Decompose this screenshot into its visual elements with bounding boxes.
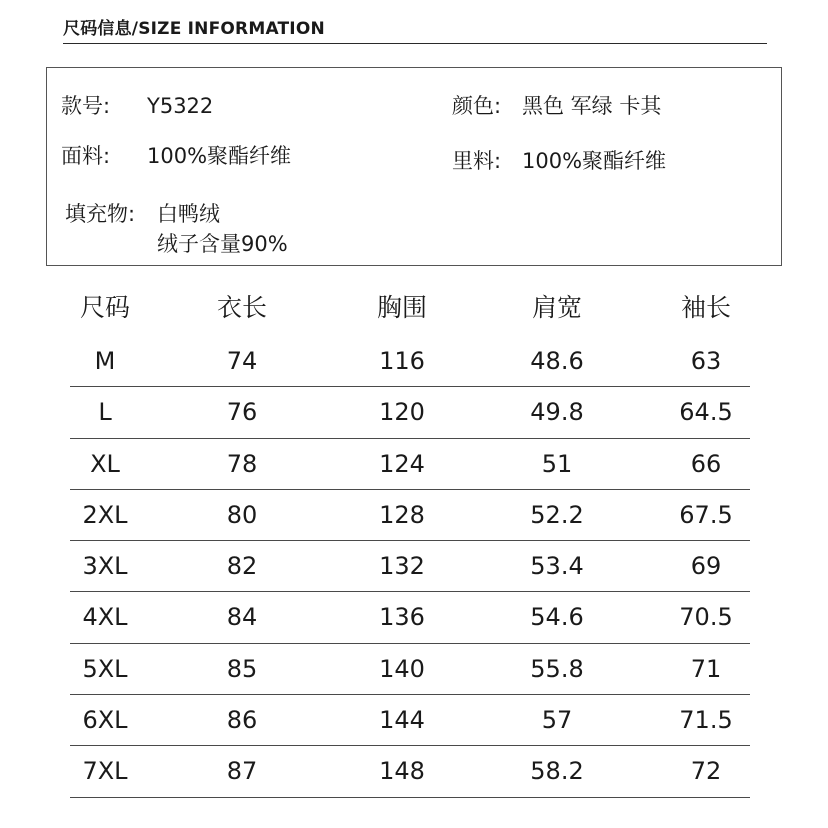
size-cell: 2XL bbox=[82, 500, 128, 529]
shoulder-cell: 54.6 bbox=[530, 603, 584, 632]
size-cell: 4XL bbox=[82, 603, 128, 632]
length-cell: 74 bbox=[226, 347, 258, 375]
page-title: 尺码信息/SIZE INFORMATION bbox=[63, 19, 325, 39]
length-cell: 82 bbox=[226, 552, 258, 581]
sleeve-cell: 71 bbox=[690, 654, 722, 683]
style-number-line bbox=[61, 93, 213, 119]
table-header-row bbox=[0, 283, 828, 336]
title-divider bbox=[63, 43, 767, 44]
size-cell: 5XL bbox=[82, 654, 128, 683]
shoulder-cell: 58.2 bbox=[530, 757, 584, 786]
size-table bbox=[0, 283, 828, 798]
table-row bbox=[0, 746, 828, 797]
table-row bbox=[0, 644, 828, 695]
style-number-value: Y5322 bbox=[147, 94, 214, 118]
table-row bbox=[0, 592, 828, 643]
chest-cell: 132 bbox=[379, 552, 425, 581]
table-row bbox=[0, 695, 828, 746]
chest-cell: 140 bbox=[379, 654, 425, 683]
size-cell: XL bbox=[90, 449, 120, 478]
length-cell: 86 bbox=[226, 706, 258, 735]
length-cell: 76 bbox=[226, 398, 258, 427]
sleeve-cell: 69 bbox=[690, 552, 722, 581]
length-cell: 80 bbox=[226, 500, 258, 529]
sleeve-cell: 64.5 bbox=[679, 398, 733, 427]
filling-line bbox=[65, 201, 220, 227]
color-value: 黑色 军绿 卡其 bbox=[522, 94, 662, 118]
sleeve-cell: 66 bbox=[690, 449, 722, 478]
shoulder-cell: 57 bbox=[541, 706, 573, 735]
lining-label: 里料: bbox=[452, 149, 502, 173]
length-cell: 84 bbox=[226, 603, 258, 632]
column-header-chest: 胸围 bbox=[376, 293, 427, 322]
shoulder-cell: 55.8 bbox=[530, 654, 584, 683]
length-cell: 87 bbox=[226, 757, 258, 786]
shoulder-cell: 53.4 bbox=[530, 552, 584, 581]
filling-value-line2: 绒子含量90% bbox=[157, 232, 288, 256]
size-cell: 7XL bbox=[82, 757, 128, 786]
size-cell: 3XL bbox=[82, 552, 128, 581]
fabric-label: 面料: bbox=[61, 144, 111, 168]
fabric-line bbox=[61, 143, 291, 169]
size-cell: 6XL bbox=[82, 706, 128, 735]
sleeve-cell: 67.5 bbox=[679, 500, 733, 529]
sleeve-cell: 63 bbox=[690, 347, 722, 375]
color-label: 颜色: bbox=[452, 94, 502, 118]
lining-value: 100%聚酯纤维 bbox=[522, 149, 667, 173]
sleeve-cell: 70.5 bbox=[679, 603, 733, 632]
chest-cell: 120 bbox=[379, 398, 425, 427]
shoulder-cell: 51 bbox=[541, 449, 573, 478]
shoulder-cell: 49.8 bbox=[530, 398, 584, 427]
chest-cell: 116 bbox=[379, 347, 425, 375]
chest-cell: 148 bbox=[379, 757, 425, 786]
filling-label: 填充物: bbox=[65, 202, 136, 226]
table-row bbox=[0, 336, 828, 387]
size-cell: L bbox=[98, 398, 112, 427]
table-row bbox=[0, 439, 828, 490]
size-cell: M bbox=[94, 347, 116, 375]
chest-cell: 124 bbox=[379, 449, 425, 478]
filling-value-line1: 白鸭绒 bbox=[157, 202, 220, 226]
sleeve-cell: 72 bbox=[690, 757, 722, 786]
shoulder-cell: 52.2 bbox=[530, 500, 584, 529]
chest-cell: 128 bbox=[379, 500, 425, 529]
column-header-length: 衣长 bbox=[216, 293, 267, 322]
table-row bbox=[0, 490, 828, 541]
chest-cell: 136 bbox=[379, 603, 425, 632]
shoulder-cell: 48.6 bbox=[530, 347, 584, 375]
style-number-label: 款号: bbox=[61, 94, 111, 118]
length-cell: 78 bbox=[226, 449, 258, 478]
column-header-size: 尺码 bbox=[79, 293, 130, 322]
length-cell: 85 bbox=[226, 654, 258, 683]
sleeve-cell: 71.5 bbox=[679, 706, 733, 735]
column-header-shoulder: 肩宽 bbox=[531, 293, 582, 322]
column-header-sleeve: 袖长 bbox=[680, 293, 731, 322]
chest-cell: 144 bbox=[379, 706, 425, 735]
table-row bbox=[0, 387, 828, 438]
table-row bbox=[0, 541, 828, 592]
color-line bbox=[452, 93, 661, 119]
product-info-box bbox=[46, 67, 782, 266]
fabric-value: 100%聚酯纤维 bbox=[147, 144, 292, 168]
lining-line bbox=[452, 148, 666, 174]
